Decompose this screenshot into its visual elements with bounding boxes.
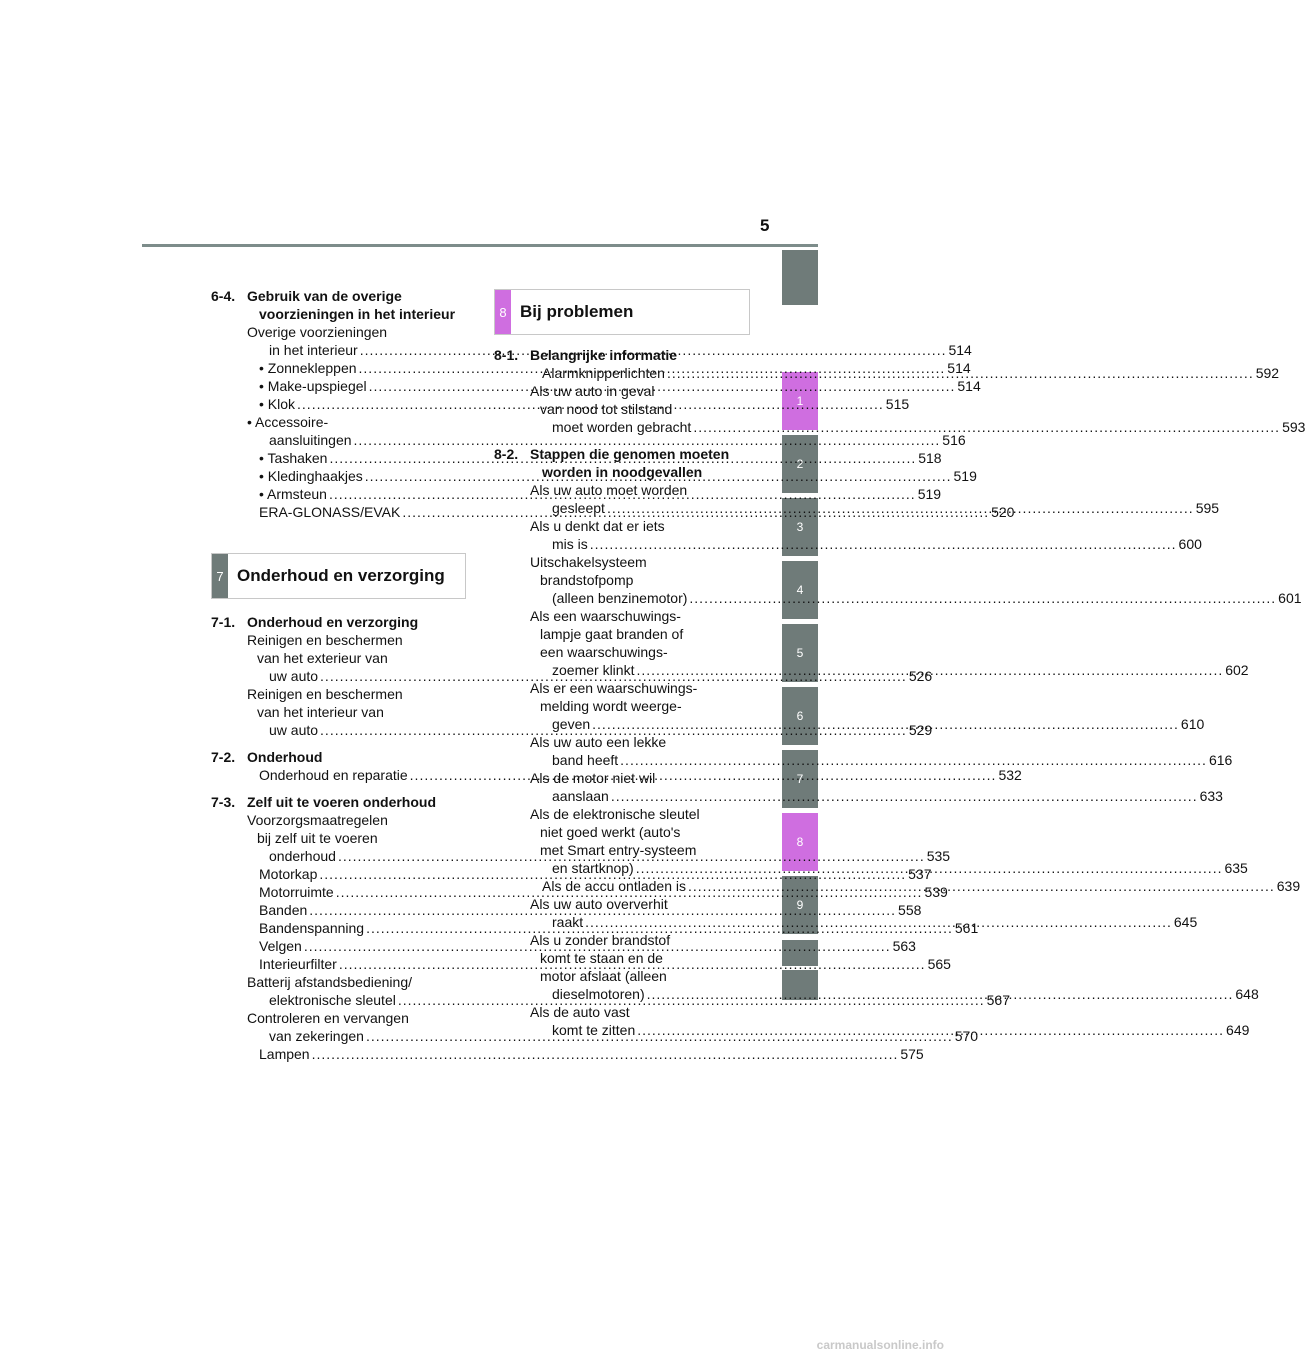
toc-page-number[interactable]: 519 — [917, 486, 942, 502]
toc-page-number[interactable]: 563 — [892, 938, 916, 954]
toc-page-number[interactable]: 519 — [953, 468, 977, 484]
toc-entry — [211, 1009, 463, 1027]
toc-page-number[interactable]: 592 — [1255, 365, 1280, 381]
toc-page-number[interactable]: 518 — [918, 450, 942, 466]
chapter-number: 8 — [495, 290, 511, 334]
toc-entry[interactable] — [211, 1045, 924, 1063]
toc-page-number[interactable]: 616 — [1208, 752, 1233, 768]
toc-entry-text: (alleen benzinemotor) — [552, 590, 688, 606]
section-heading-6-4 — [211, 287, 463, 323]
toc-entry-text: Als de motor niet wil — [530, 770, 656, 786]
toc-entry-text: Als u zonder brandstof — [530, 932, 671, 948]
toc-entry — [211, 413, 463, 431]
toc-entry-text: Voorzorgsmaatregelen — [247, 812, 388, 828]
toc-page-number[interactable]: 570 — [954, 1028, 979, 1044]
toc-entry — [211, 811, 463, 829]
toc-entry-text: • Armsteun — [259, 486, 327, 502]
toc-entry-text: raakt — [552, 914, 584, 930]
toc-entry-text: Onderhoud en reparatie — [259, 767, 408, 783]
toc-page-number[interactable]: 516 — [942, 432, 966, 448]
toc-page-number[interactable]: 648 — [1235, 986, 1259, 1002]
dot-leader — [689, 590, 1276, 606]
toc-entry — [494, 400, 742, 418]
toc-entry-text: uw auto — [269, 722, 319, 738]
toc-entry-text: Reinigen en beschermen — [247, 686, 403, 702]
chapter-tab-3[interactable]: 3 — [782, 498, 818, 556]
toc-page-number[interactable]: 514 — [948, 342, 972, 358]
toc-page-number[interactable]: 520 — [991, 504, 1015, 520]
dot-leader — [636, 662, 1223, 678]
toc-entry-text: en startknop) — [552, 860, 634, 876]
dot-leader — [611, 788, 1198, 804]
toc-entry-text: Als u denkt dat er iets — [530, 518, 665, 534]
chapter-7-header[interactable] — [211, 553, 466, 599]
toc-page-number[interactable]: 633 — [1199, 788, 1223, 804]
toc-entry-text: dieselmotoren) — [552, 986, 645, 1002]
toc-page-number[interactable]: 532 — [998, 767, 1022, 783]
section-number: 7-1. — [211, 614, 236, 630]
toc-entry — [494, 769, 742, 787]
toc-entry-text: Als uw auto oververhit — [530, 896, 668, 912]
toc-entry — [494, 967, 742, 985]
toc-page-number[interactable]: 602 — [1225, 662, 1249, 678]
section-number: 7-2. — [211, 749, 236, 765]
section-heading-8-2 — [494, 445, 742, 481]
toc-entry — [494, 382, 742, 400]
toc-page-number[interactable]: 561 — [954, 920, 979, 936]
toc-page-number[interactable]: 635 — [1224, 860, 1248, 876]
section-title: Stappen die genomen moeten worden in noodgevallen — [530, 446, 730, 480]
toc-entry-text: zoemer klinkt — [552, 662, 635, 678]
toc-entry — [494, 931, 742, 949]
section-title: Gebruik van de overige voorzieningen in het interieur — [247, 288, 456, 322]
toc-page-number[interactable]: 539 — [924, 884, 948, 900]
section-title: Onderhoud — [247, 749, 323, 765]
chapter-tab-9[interactable]: 9 — [782, 876, 818, 934]
dot-leader — [667, 365, 1254, 381]
toc-entry — [211, 649, 463, 667]
toc-entry-text: Velgen — [259, 938, 302, 954]
toc-entry-text: • Tashaken — [259, 450, 328, 466]
dot-leader — [637, 1022, 1224, 1038]
chapter-tab-1[interactable]: 1 — [782, 372, 818, 430]
chapter-number: 7 — [212, 554, 228, 598]
toc-entry-text: mis is — [552, 536, 588, 552]
toc-entry — [211, 829, 463, 847]
toc-entry-text: Als uw auto in geval — [530, 383, 655, 399]
toc-page-number[interactable]: 593 — [1282, 419, 1305, 435]
toc-entry — [211, 323, 463, 341]
toc-page-number[interactable]: 649 — [1226, 1022, 1250, 1038]
toc-page-number[interactable]: 515 — [885, 396, 910, 412]
dot-leader — [585, 914, 1172, 930]
chapter-tab-7[interactable]: 7 — [782, 750, 818, 808]
toc-entry-text: moet worden gebracht — [552, 419, 692, 435]
toc-entry-text: Als de elektronische sleutel — [530, 806, 700, 822]
toc-entry-text: Controleren en vervangen — [247, 1010, 409, 1026]
section-heading-8-1 — [494, 346, 742, 364]
toc-entry-text: van zekeringen — [269, 1028, 364, 1044]
toc-entry-text: brandstofpomp — [540, 572, 634, 588]
toc-entry-text: • Klok — [259, 396, 296, 412]
toc-entry[interactable] — [494, 787, 1223, 805]
toc-entry-text: ERA-GLONASS/EVAK — [259, 504, 401, 520]
dot-leader — [688, 878, 1275, 894]
chapter-title: Onderhoud en verzorging — [237, 566, 445, 585]
toc-entry — [494, 823, 742, 841]
chapter-tab-4[interactable]: 4 — [782, 561, 818, 619]
toc-page-number[interactable]: 610 — [1180, 716, 1205, 732]
toc-entry-text: aansluitingen — [269, 432, 352, 448]
toc-entry-text: • Make-upspiegel — [259, 378, 367, 394]
toc-page-number[interactable]: 575 — [900, 1046, 924, 1062]
toc-entry — [494, 679, 742, 697]
toc-entry-text: Uitschakelsysteem — [530, 554, 647, 570]
chapter-tab-6[interactable]: 6 — [782, 687, 818, 745]
toc-entry-text: Overige voorzieningen — [247, 324, 388, 340]
section-number: 7-3. — [211, 794, 236, 810]
toc-entry — [494, 571, 742, 589]
watermark: carmanualsonline.info — [816, 1338, 944, 1352]
toc-entry-text: • Accessoire- — [247, 414, 329, 430]
toc-entry — [494, 517, 742, 535]
chapter-tab-5[interactable]: 5 — [782, 624, 818, 682]
toc-entry-text: niet goed werkt (auto's — [540, 824, 681, 840]
section-number: 8-2. — [494, 446, 519, 462]
toc-page-number[interactable]: 558 — [898, 902, 922, 918]
toc-entry-text: Als een waarschuwings- — [530, 608, 681, 624]
chapter-title: Bij problemen — [520, 302, 634, 321]
toc-entry-text: Als uw auto een lekke — [530, 734, 667, 750]
toc-page-number[interactable]: 601 — [1278, 590, 1302, 606]
toc-entry-text: Interieurfilter — [259, 956, 337, 972]
section-heading-7-1 — [211, 613, 463, 631]
toc-entry-text: Als er een waarschuwings- — [530, 680, 698, 696]
toc-entry — [494, 643, 742, 661]
toc-page-number[interactable]: 595 — [1195, 500, 1220, 516]
header-rule — [142, 244, 818, 247]
toc-entry — [494, 553, 742, 571]
toc-entry[interactable] — [211, 431, 966, 449]
section-title: Onderhoud en verzorging — [247, 614, 419, 630]
section-number: 6-4. — [211, 288, 236, 304]
toc-entry-text: Batterij afstandsbediening/ — [247, 974, 412, 990]
toc-page-number[interactable]: 645 — [1173, 914, 1198, 930]
toc-entry-text: komt te zitten — [552, 1022, 636, 1038]
toc-entry — [494, 481, 742, 499]
toc-entry — [494, 733, 742, 751]
toc-entry-text: bij zelf uit te voeren — [257, 830, 378, 846]
chapter-tab-8[interactable]: 8 — [782, 813, 818, 871]
toc-page-number[interactable]: 639 — [1276, 878, 1301, 894]
toc-entry-text: Als de auto vast — [530, 1004, 630, 1020]
page-number: 5 — [760, 216, 770, 235]
toc-entry — [211, 685, 463, 703]
toc-entry-text: geven — [552, 716, 591, 732]
chapter-tab-2[interactable]: 2 — [782, 435, 818, 493]
toc-entry-text: motor afslaat (alleen — [540, 968, 667, 984]
toc-entry-text: • Zonnekleppen — [259, 360, 357, 376]
toc-entry-text: band heeft — [552, 752, 619, 768]
toc-page-number[interactable]: 567 — [986, 992, 1010, 1008]
toc-entry[interactable] — [494, 589, 1302, 607]
toc-entry-text: • Kledinghaakjes — [259, 468, 363, 484]
toc-entry — [211, 703, 463, 721]
toc-entry-text: elektronische sleutel — [269, 992, 396, 1008]
toc-entry-text: Reinigen en beschermen — [247, 632, 403, 648]
toc-entry-text: Als uw auto moet worden — [530, 482, 688, 498]
toc-entry — [211, 973, 463, 991]
toc-page-number[interactable]: 514 — [957, 378, 981, 394]
toc-entry[interactable] — [494, 535, 1202, 553]
toc-entry-text: Lampen — [259, 1046, 310, 1062]
toc-page-number[interactable]: 535 — [926, 848, 951, 864]
toc-entry — [494, 895, 742, 913]
toc-entry — [494, 841, 742, 859]
dot-leader — [312, 1046, 899, 1062]
dot-leader — [647, 986, 1234, 1002]
section-title: Belangrijke informatie — [530, 347, 678, 363]
toc-entry[interactable] — [494, 751, 1233, 769]
toc-entry-text: Motorruimte — [259, 884, 334, 900]
toc-page-number[interactable]: 529 — [908, 722, 933, 738]
toc-entry — [211, 631, 463, 649]
toc-entry-text: Als de accu ontladen is — [542, 878, 686, 894]
toc-entry — [494, 1003, 742, 1021]
toc-entry-text: van nood tot stilstand — [540, 401, 673, 417]
toc-entry-text: aanslaan — [552, 788, 609, 804]
toc-entry-text: een waarschuwings- — [540, 644, 668, 660]
toc-page-number[interactable]: 537 — [908, 866, 932, 882]
toc-page-number[interactable]: 600 — [1178, 536, 1202, 552]
toc-page-number[interactable]: 526 — [908, 668, 933, 684]
toc-entry-text: melding wordt weerge- — [540, 698, 682, 714]
toc-entry-text: in het interieur — [269, 342, 358, 358]
toc-entry-text: gesleept — [552, 500, 605, 516]
toc-page-number[interactable]: 514 — [947, 360, 971, 376]
toc-entry — [494, 625, 742, 643]
dot-leader — [590, 536, 1177, 552]
toc-entry — [494, 805, 742, 823]
chapter-8-header[interactable] — [494, 289, 750, 335]
chapter-tab-blank[interactable] — [782, 250, 818, 305]
toc-entry[interactable] — [211, 467, 977, 485]
dot-leader — [607, 500, 1194, 516]
toc-entry-text: Motorkap — [259, 866, 318, 882]
dot-leader — [620, 752, 1207, 768]
toc-page-number[interactable]: 565 — [927, 956, 951, 972]
toc-entry-text: uw auto — [269, 668, 319, 684]
toc-entry — [494, 697, 742, 715]
dot-leader — [636, 860, 1223, 876]
section-title: Zelf uit te voeren onderhoud — [247, 794, 437, 810]
toc-entry-text: Bandenspanning — [259, 920, 365, 936]
toc-entry-text: met Smart entry-systeem — [540, 842, 697, 858]
toc-entry-text: Alarmknipperlichten — [542, 365, 665, 381]
toc-entry-text: van het interieur van — [257, 704, 384, 720]
toc-entry — [494, 607, 742, 625]
toc-entry — [494, 949, 742, 967]
toc-entry-text: Banden — [259, 902, 308, 918]
toc-entry-text: onderhoud — [269, 848, 336, 864]
dot-leader — [592, 716, 1179, 732]
dot-leader — [693, 419, 1280, 435]
toc-entry[interactable] — [494, 418, 1305, 436]
toc-entry-text: lampje gaat branden of — [540, 626, 684, 642]
toc-entry-text: komt te staan en de — [540, 950, 663, 966]
section-number: 8-1. — [494, 347, 519, 363]
section-heading-7-3 — [211, 793, 463, 811]
section-heading-7-2 — [211, 748, 463, 766]
toc-entry-text: van het exterieur van — [257, 650, 388, 666]
